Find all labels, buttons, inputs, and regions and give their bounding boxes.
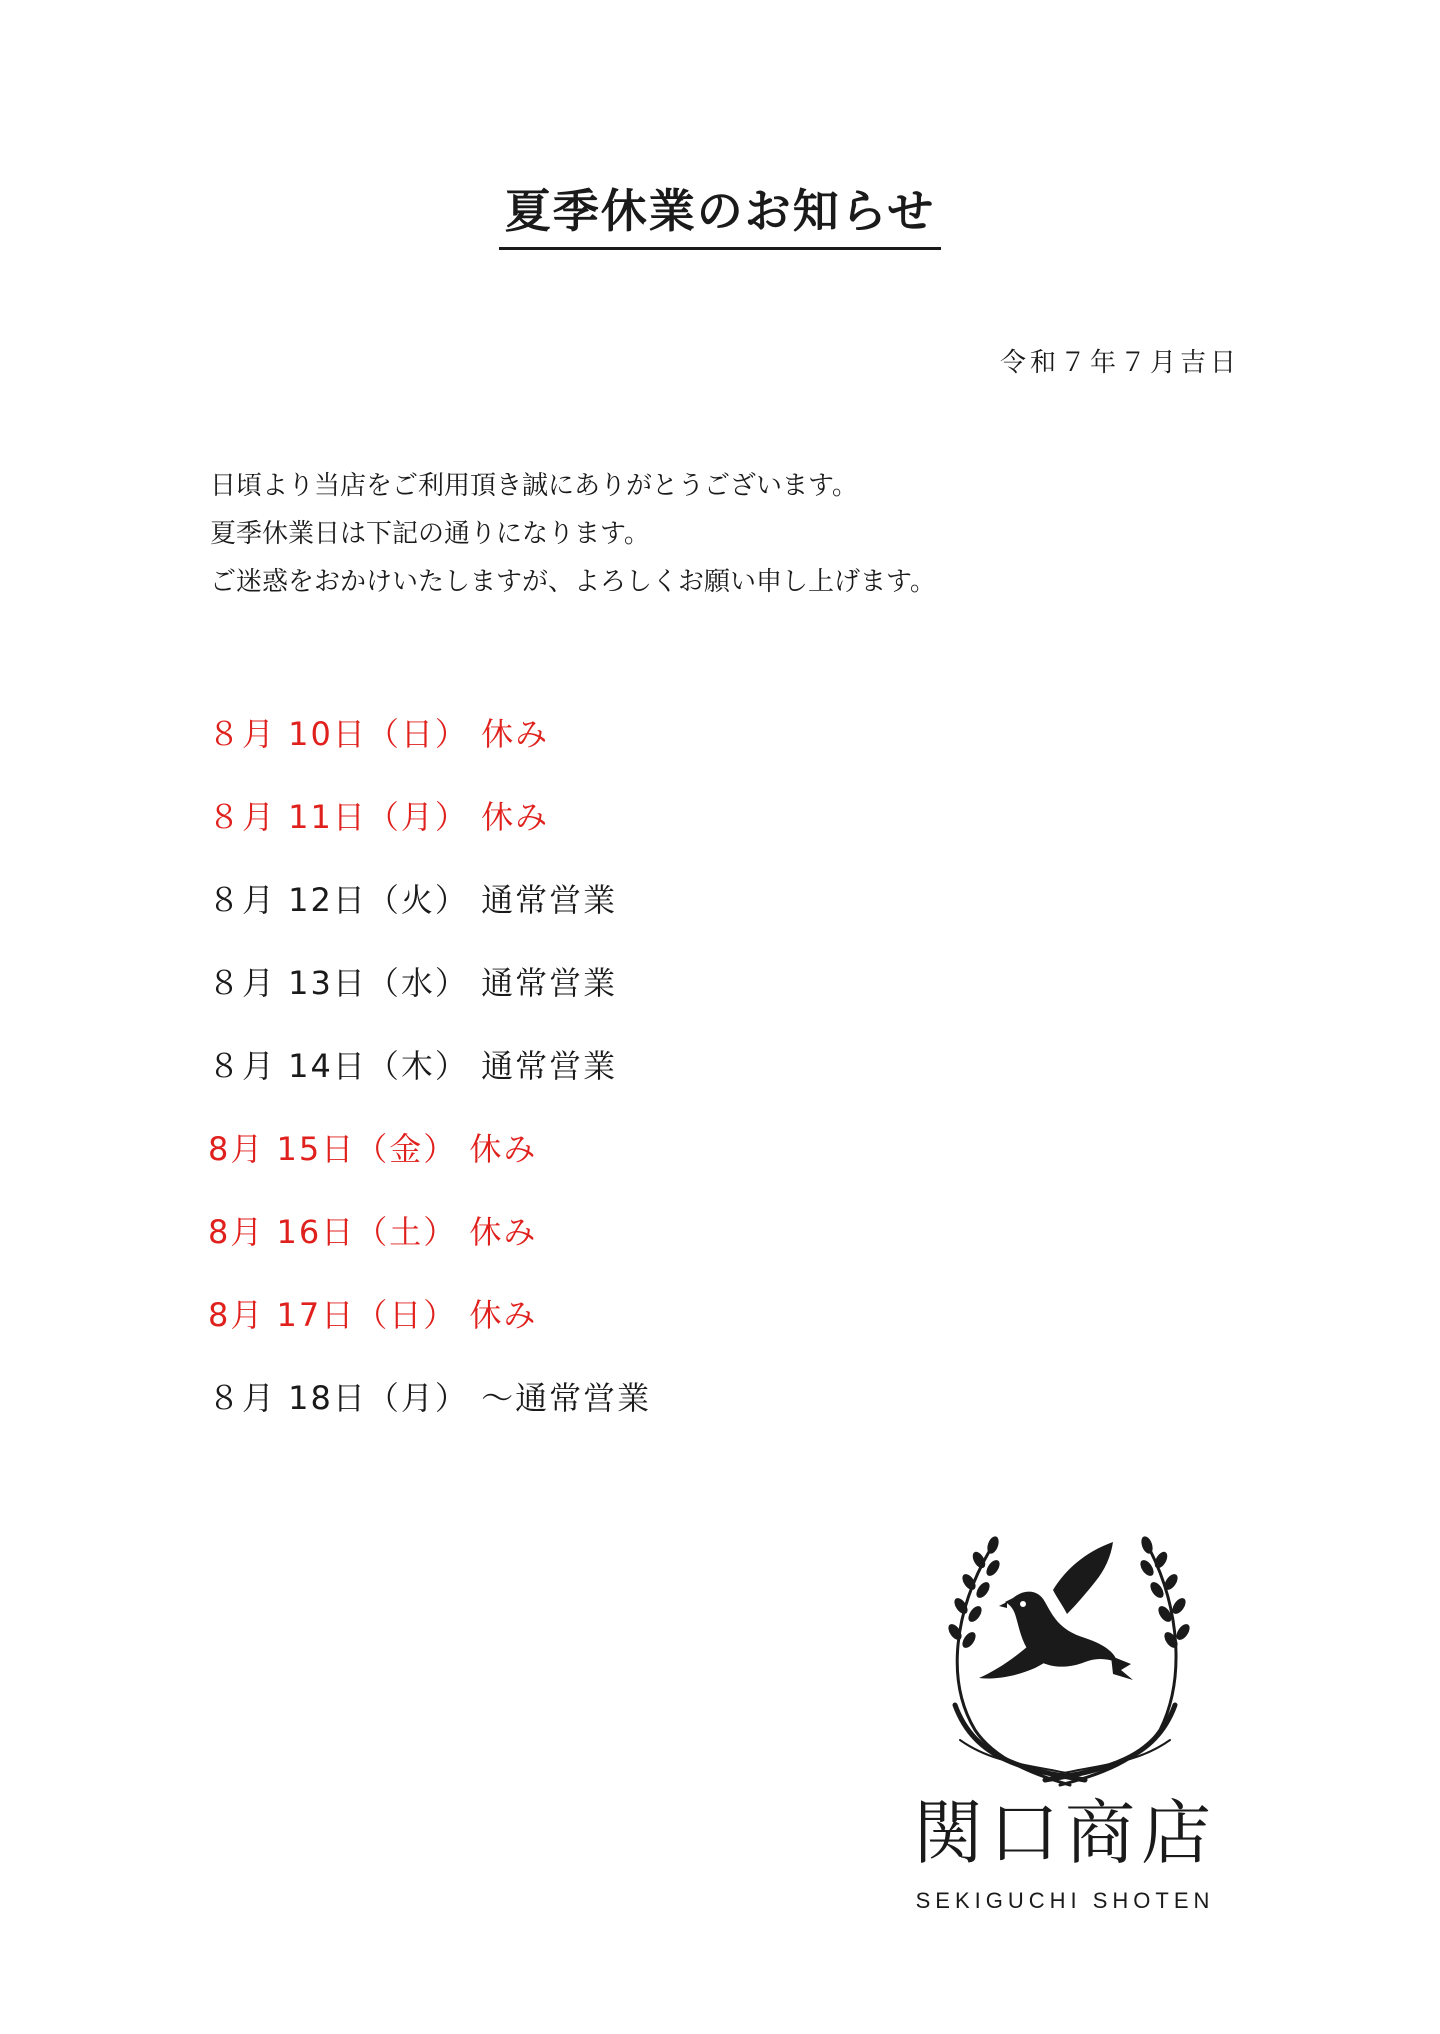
shop-logo xyxy=(880,1530,1250,1920)
notice-date: 令和７年７月吉日 xyxy=(999,348,1240,378)
schedule-row: 8月 15日（金） 休み xyxy=(208,1130,538,1168)
schedule-row: ８月 18日（月） ～通常営業 xyxy=(208,1379,652,1417)
page-title: 夏季休業のお知らせ xyxy=(499,186,942,250)
schedule-row: ８月 13日（水） 通常営業 xyxy=(208,964,618,1002)
greeting-line: ご迷惑をおかけいたしますが、よろしくお願い申し上げます。 xyxy=(210,567,936,597)
holiday-schedule xyxy=(208,706,651,1453)
schedule-row: ８月 10日（日） 休み xyxy=(208,715,550,753)
greeting-line: 日頃より当店をご利用頂き誠にありがとうございます。 xyxy=(210,471,858,501)
shop-name-english: SEKIGUCHI SHOTEN xyxy=(915,1888,1215,1913)
title-container xyxy=(0,186,1440,250)
schedule-row: ８月 14日（木） 通常営業 xyxy=(208,1047,618,1085)
greeting-line: 夏季休業日は下記の通りになります。 xyxy=(210,519,650,549)
schedule-row: ８月 11日（月） 休み xyxy=(208,798,550,836)
schedule-row: 8月 16日（土） 休み xyxy=(208,1213,538,1251)
sparrow-wheat-wreath-icon xyxy=(935,1530,1195,1790)
schedule-row: 8月 17日（日） 休み xyxy=(208,1296,538,1334)
shop-name-japanese: 関口商店 xyxy=(913,1792,1217,1874)
greeting-paragraph xyxy=(210,462,936,606)
schedule-row: ８月 12日（火） 通常営業 xyxy=(208,881,618,919)
